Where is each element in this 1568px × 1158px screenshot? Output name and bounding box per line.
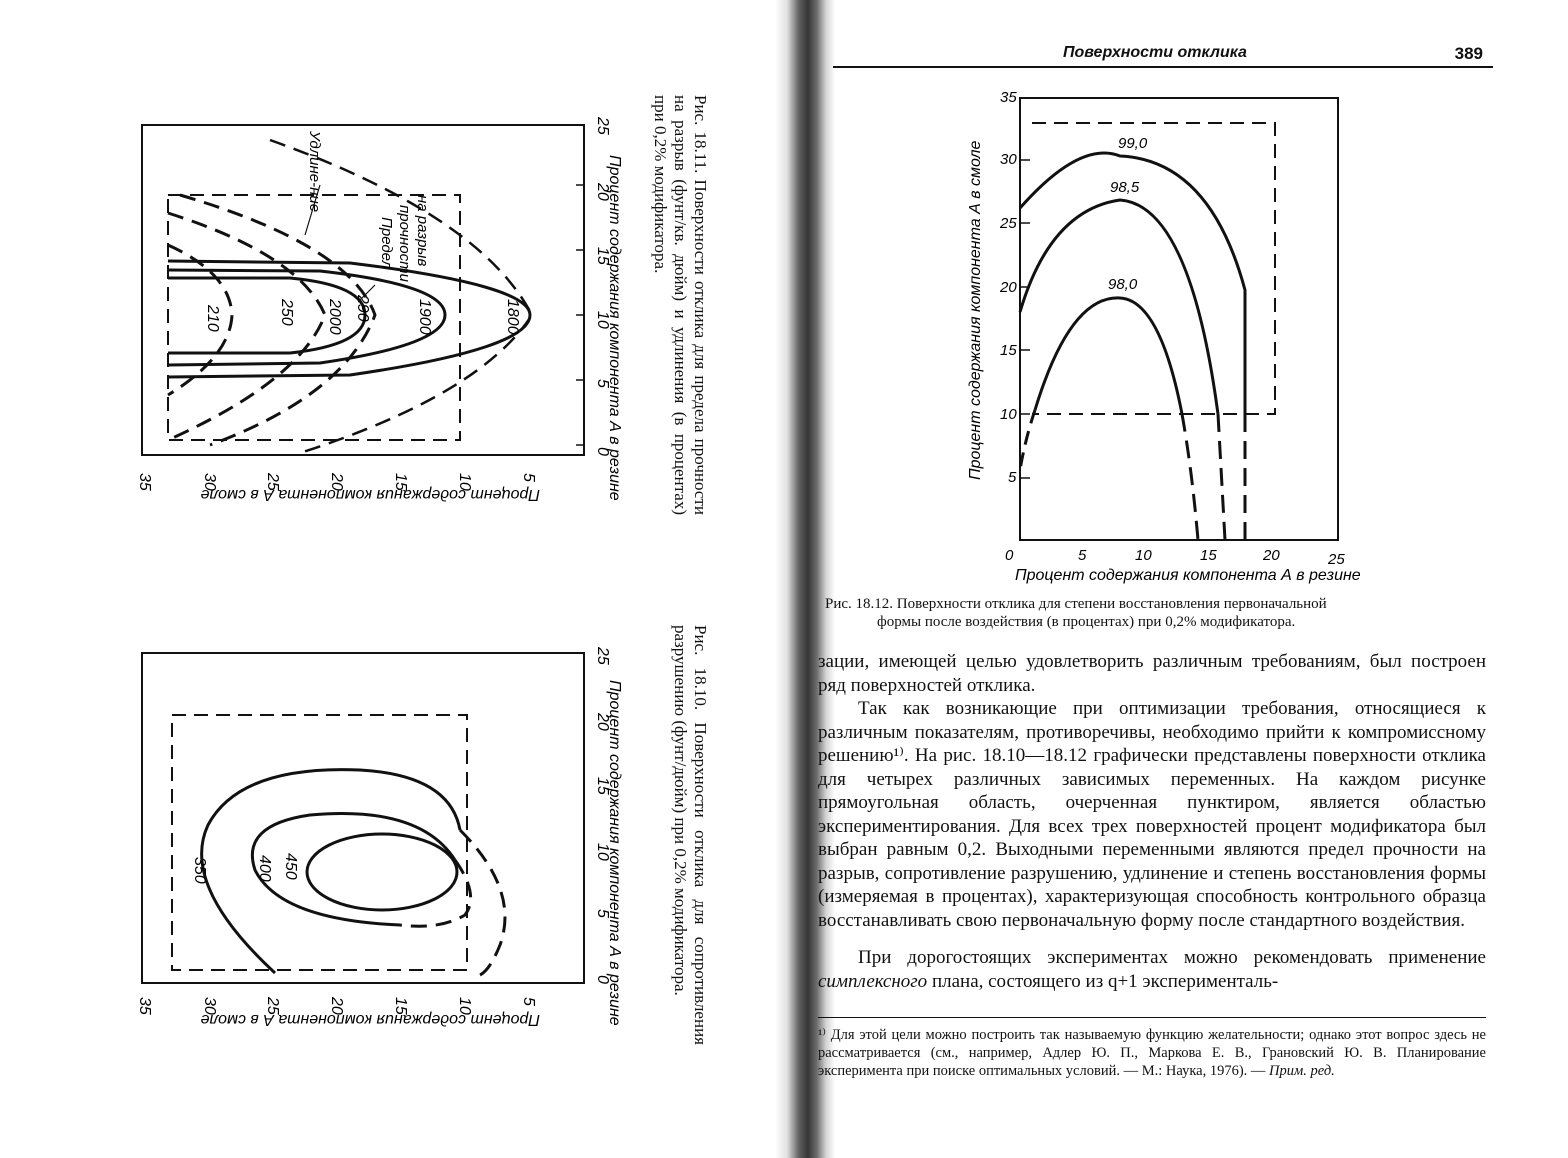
fig11-annotation-strength: Предел [378, 217, 395, 269]
footnote-rule [818, 1017, 1486, 1018]
fig12-x-ticks [1005, 547, 1345, 568]
fig12-contour-98-5 [1020, 200, 1218, 414]
fig10-xtick: 15 [594, 777, 611, 795]
fig12-ytick: 20 [1000, 279, 1017, 296]
fig11-contour-labels [204, 294, 521, 335]
fig11-ytick: 5 [520, 473, 537, 482]
fig10-xtick: 10 [594, 843, 611, 861]
fig10-ytick: 30 [201, 997, 218, 1015]
fig10-ylabel: Процент содержания компонента А в смоле [200, 1011, 540, 1028]
fig11-xtick: 10 [594, 311, 611, 329]
footnote [818, 1026, 1486, 1080]
fig11-label: 290 [354, 295, 371, 322]
fig12-ytick: 30 [1000, 151, 1017, 168]
fig10-label: 450 [282, 853, 299, 880]
fig12-label: 98,5 [1110, 179, 1140, 196]
figure-18-10 [120, 625, 623, 1035]
fig11-ytick: 10 [456, 473, 473, 491]
fig10-xtick: 25 [594, 647, 611, 665]
fig10-contour-labels [191, 853, 299, 884]
fig12-contour-98-0-dash [1182, 414, 1198, 540]
fig10-xtick: 5 [594, 909, 611, 918]
fig12-y-ticks [999, 89, 1017, 486]
fig10-contour-400-dash [400, 860, 471, 926]
fig10-ytick: 15 [392, 997, 409, 1015]
fig12-label: 98,0 [1108, 276, 1138, 293]
fig10-label: 400 [256, 855, 273, 882]
fig11-annotation-elongation: Удлине-ние [306, 131, 323, 213]
fig11-caption-text: Рис. 18.11. Поверхности отклика для предела прочности на разрыв (фунт/кв. дюйм) и удлинения (в процентах) при 0,2% модификатора. [651, 95, 710, 515]
fig12-caption [825, 595, 1485, 631]
paragraph: зации, имеющей целью удовлетворить различным требованиям, был построен ряд поверхностей отклика. [818, 651, 1486, 696]
figure-18-11 [120, 95, 623, 505]
paragraph-text: При дорогостоящих экспериментах можно рекомендовать применение [858, 947, 1486, 968]
fig12-contour-98-0 [1035, 298, 1182, 414]
fig12-caption-line: формы после воздействия (в процентах) при 0,2% модификатора. [877, 614, 1296, 630]
fig11-label: 2000 [326, 299, 343, 335]
fig12-contour-98-5-dash [1218, 414, 1225, 540]
footnote-text: ¹⁾ Для этой цели можно построить так называемую функцию желательности; однако этот вопрос здесь не рассматривается (см., например, Адлер Ю. П., Маркова Е. В., Грановский Ю. В. Планирование эксперимента при поиске оптимальных условий. — М.: Наука, 1976). — [818, 1027, 1486, 1079]
body-text [818, 650, 1486, 993]
fig11-label: 250 [278, 299, 295, 326]
fig10-label: 350 [191, 857, 208, 884]
fig11-xtick: 25 [594, 117, 611, 135]
fig10-contour-450 [307, 834, 457, 910]
fig11-annotations [306, 130, 431, 283]
fig10-ytick: 35 [136, 997, 153, 1015]
paragraph-emphasis: симплексного [818, 970, 928, 992]
page-number: 389 [1454, 44, 1483, 63]
fig10-caption-text: Рис. 18.10. Поверхности отклика для сопротивления разрушению (фунт/дюйм) при 0,2% модификатора. [671, 625, 710, 1045]
fig11-xtick: 15 [594, 247, 611, 265]
fig12-xtick: 20 [1263, 547, 1280, 564]
fig11-ytick: 35 [136, 473, 153, 491]
fig11-annotation-strength: на разрыв [414, 195, 431, 267]
fig11-label: 1900 [416, 299, 433, 335]
fig11-ytick: 30 [201, 473, 218, 491]
footnote-emphasis: Прим. ред. [1269, 1063, 1335, 1079]
fig12-xtick: 25 [1328, 551, 1345, 568]
fig10-ytick: 10 [456, 997, 473, 1015]
fig12-xtick: 10 [1135, 547, 1152, 564]
fig11-label: 210 [204, 305, 221, 332]
fig11-ytick: 20 [328, 473, 345, 491]
fig10-frame [142, 653, 584, 983]
fig12-xtick: 5 [1078, 547, 1087, 564]
paragraph: Так как возникающие при оптимизации требования, относящиеся к различным показателям, противоречивы, необходимо прийти к компромиссному решению¹⁾. На рис. 18.10—18.12 графически представлены поверхности отклика для четырех различных зависимых переменных. На каждом рисунке прямоугольная область, очерченная пунктиром, является областью экспериментирования. Для всех трех поверхностей процент модификатора был выбран равным 0,2. Выходными переменными являются предел прочности на разрыв, сопротивление разрушению, удлинение и степень восстановления формы (измеряемая в процентах), характеризующая способность контрольного образца восстанавливать свою первоначальную форму после стандартного воздействия. [818, 698, 1486, 931]
fig11-ylabel: Процент содержания компонента А в смоле [200, 486, 540, 503]
fig11-caption [650, 95, 710, 515]
fig12-xtick: 0 [1005, 547, 1014, 564]
fig11-xtick: 5 [594, 379, 611, 388]
fig12-ylabel: Процент содержания компонента А в смоле [967, 140, 984, 480]
fig12-xtick: 15 [1200, 547, 1217, 564]
paragraph-text: плана, состоящего из q+1 эксперименталь- [927, 970, 1279, 992]
fig10-xtick: 0 [594, 975, 611, 984]
page-header [833, 40, 1493, 68]
fig10-xlabel: Процент содержания компонента А в резине [606, 680, 623, 1026]
fig11-xlabel: Процент содержания компонента А в резине [606, 155, 623, 501]
fig10-ytick: 5 [520, 997, 537, 1006]
fig10-contour-350 [202, 770, 460, 973]
fig12-ytick: 5 [1008, 469, 1017, 486]
fig11-contour-210 [168, 245, 232, 395]
fig12-ytick: 35 [1000, 89, 1017, 106]
running-title: Поверхности отклика [1063, 44, 1247, 61]
fig10-xtick: 20 [594, 713, 611, 731]
fig11-frame [142, 125, 584, 455]
paragraph [818, 946, 1486, 993]
fig10-ytick: 20 [328, 997, 345, 1015]
fig12-label: 99,0 [1118, 135, 1148, 152]
fig11-ytick: 15 [392, 473, 409, 491]
header-rule [833, 66, 1493, 68]
fig10-experiment-region [172, 715, 467, 970]
fig10-caption [650, 625, 710, 1045]
fig11-contour-250 [168, 213, 325, 440]
fig11-xtick: 20 [594, 183, 611, 201]
fig12-ytick: 15 [1000, 342, 1017, 359]
fig11-annotation-strength: прочности [396, 205, 413, 282]
fig12-caption-line: Рис. 18.12. Поверхности отклика для степени восстановления первоначальной [825, 596, 1327, 612]
fig12-contour-98-0-dash-left [1020, 410, 1035, 470]
fig11-xtick: 0 [594, 447, 611, 456]
fig12-xlabel: Процент содержания компонента А в резине [1015, 567, 1361, 584]
fig11-ytick: 25 [264, 473, 281, 491]
fig11-label: 1800 [504, 299, 521, 335]
fig10-ytick: 25 [264, 997, 281, 1015]
fig12-ytick: 25 [1000, 215, 1017, 232]
fig12-ytick: 10 [1000, 406, 1017, 423]
figure-18-12 [960, 80, 1380, 590]
fig11-tick-marks [576, 185, 584, 445]
